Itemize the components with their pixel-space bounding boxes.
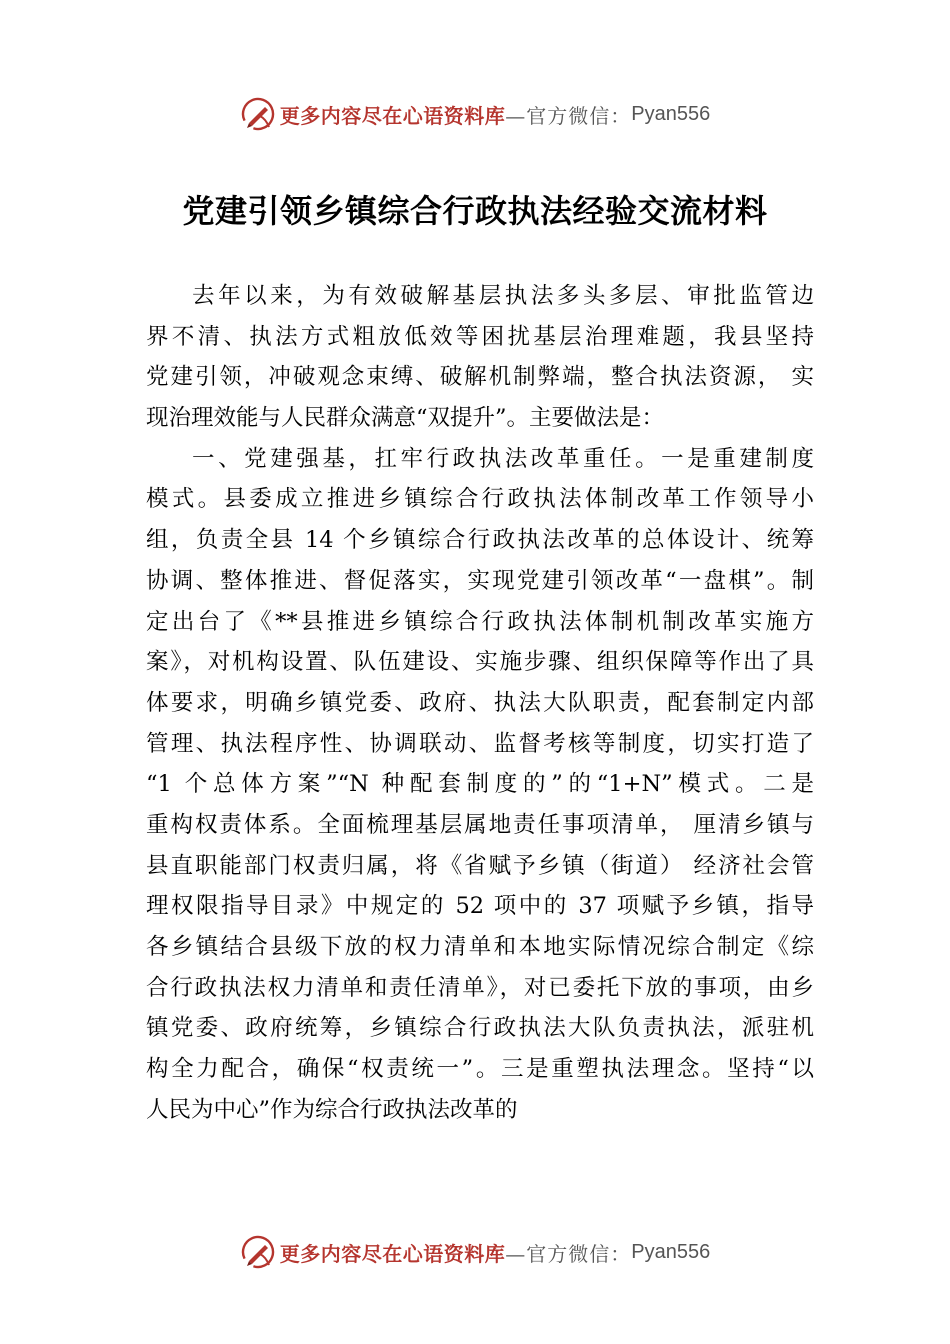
document-body (146, 276, 814, 1130)
body-line: 一、党建强基，扛牢行政执法改革重任。一是重建制度 (192, 445, 814, 472)
banner-wechat-label: —官方微信： (505, 103, 632, 128)
body-line: 理权限指导目录》中规定的 52 项中的 37 项赋予乡镇，指导 (146, 893, 814, 920)
body-line: 体要求，明确乡镇党委、政府、执法大队职责，配套制定内部 (146, 689, 814, 716)
body-line: 模式。县委成立推进乡镇综合行政执法体制改革工作领导小 (146, 486, 814, 513)
header-banner (0, 94, 950, 134)
body-line: 定出台了《**县推进乡镇综合行政执法体制机制改革实施方 (146, 608, 814, 635)
banner-wechat-id: Pyan556 (631, 1240, 711, 1263)
body-line: 重构权责体系。全面梳理基层属地责任事项清单， 厘清乡镇与 (146, 811, 814, 838)
body-line: 组，负责全县 14 个乡镇综合行政执法改革的总体设计、统筹 (146, 527, 814, 554)
body-line: 界不清、执法方式粗放低效等困扰基层治理难题，我县坚持 (146, 323, 814, 350)
footer-banner (0, 1232, 950, 1272)
body-line: 构全力配合，确保“权责统一”。三是重塑执法理念。坚持“以 (146, 1056, 814, 1083)
body-line: 管理、执法程序性、协调联动、监督考核等制度，切实打造了 (146, 730, 814, 757)
body-line: 现治理效能与人民群众满意“双提升”。主要做法是： (146, 405, 665, 432)
body-line: “1 个总体方案”“N 种配套制度的”的“1+N”模式。二是 (146, 771, 814, 798)
pen-logo-icon (240, 1234, 276, 1270)
body-line: 各乡镇结合县级下放的权力清单和本地实际情况综合制定《综 (146, 934, 814, 960)
banner-library-text: 更多内容尽在心语资料库 (279, 1241, 506, 1266)
body-line: 镇党委、政府统筹，乡镇综合行政执法大队负责执法，派驻机 (146, 1015, 814, 1042)
body-line: 合行政执法权力清单和责任清单》，对已委托下放的事项，由乡 (146, 974, 814, 1001)
body-line: 县直职能部门权责归属，将《省赋予乡镇（街道） 经济社会管 (146, 852, 814, 879)
body-line: 去年以来，为有效破解基层执法多头多层、审批监管边 (192, 283, 814, 309)
body-line: 党建引领，冲破观念束缚、破解机制弊端，整合执法资源， 实 (146, 364, 814, 391)
pen-logo-icon (240, 96, 276, 132)
body-line: 案》，对机构设置、队伍建设、实施步骤、组织保障等作出了具 (146, 649, 814, 676)
banner-wechat-id: Pyan556 (631, 102, 711, 125)
body-line: 人民为中心”作为综合行政执法改革的 (146, 1096, 518, 1123)
document-title: 党建引领乡镇综合行政执法经验交流材料 (182, 192, 768, 230)
banner-wechat-label: —官方微信： (505, 1241, 632, 1266)
banner-library-text: 更多内容尽在心语资料库 (279, 103, 506, 128)
body-line: 协调、整体推进、督促落实，实现党建引领改革“一盘棋”。制 (146, 567, 814, 594)
